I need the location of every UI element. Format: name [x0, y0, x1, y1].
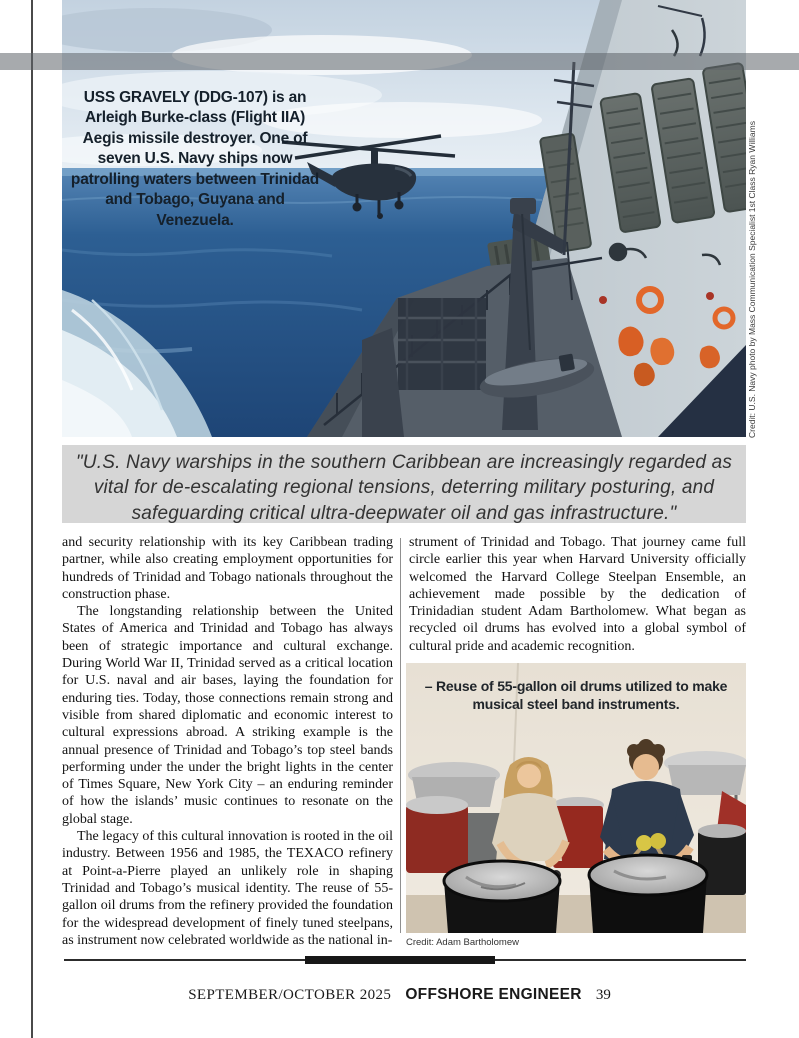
- steelpan-photo: [406, 663, 746, 933]
- paragraph: The legacy of this cultural innovation is rooted in the oil industry. Between 1956 and 1985, the TEXACO refinery at Point-a-Pierre played an unlikely role in shaping Trinidad and Tobago’s musical identity. The reuse of 55-gallon oil drums from the refinery provided the foundation for the widespread development of finely tuned steelpans, as instrument now celebrated worldwide as the national in-: [62, 829, 393, 948]
- design-gray-band: [0, 53, 799, 70]
- paragraph: and security relationship with its key Caribbean trading partner, while also creating employment opportunities for hundreds of Trinidad and Tobago nationals throughout the construction phase.: [62, 535, 393, 602]
- hero-photo-credit: Credit: U.S. Navy photo by Mass Communication Specialist 1st Class Ryan Williams: [747, 121, 757, 438]
- paragraph: strument of Trinidad and Tobago. That journey came full circle earlier this year when Harvard University officially welcomed the Harvard College Steelpan Ensemble, an achievement made possible by the dedication of Trinidadian student Adam Bartholomew. What began as recycled oil drums has evolved into a global symbol of cultural pride and academic recognition.: [409, 535, 746, 654]
- background-steelpans-left: [406, 762, 502, 873]
- footer-page-number: 39: [595, 987, 611, 1003]
- left-margin-rule: [31, 0, 33, 1038]
- column-divider: [400, 538, 401, 933]
- article-right-column: [409, 534, 746, 655]
- hero-photo-caption: USS GRAVELY (DDG-107) is an Arleigh Burke-class (Flight IIA) Aegis missile destroyer. One of seven U.S. Navy ships now patrolling waters between Trinidad and Tobago, Guyana and Venezuela.: [70, 89, 320, 229]
- footer-issue-date: SEPTEMBER/OCTOBER 2025: [188, 987, 392, 1003]
- footer: [0, 986, 799, 1004]
- footer-magazine-name: OFFSHORE ENGINEER: [405, 986, 582, 1003]
- pull-quote: "U.S. Navy warships in the southern Caribbean are increasingly regarded as vital for de-escalating regional tensions, deterring military posturing, and safeguarding critical ultra-deepwater oil and gas infrastructure.": [62, 445, 746, 523]
- steelpan-photo-credit: Credit: Adam Bartholomew: [406, 937, 519, 948]
- footer-accent-bar: [305, 956, 495, 964]
- steelpan-photo-caption: – Reuse of 55-gallon oil drums utilized to make musical steel band instruments.: [424, 678, 728, 713]
- paragraph: The longstanding relationship between the United States of America and Trinidad and Tobago has always been of strategic importance and cultural exchange. During World War II, Trinidad served as a critical location for U.S. naval and air bases, laying the foundation for enduring ties. Today, those connections remain strong and visible from shared diplomatic and economic interest to cultural expressions abroad. A striking example is the annual presence of Trinidad and Tobago’s top steel bands performing under the under the bright lights in the center of Times Square, New York City – an enduring reminder of how the islands’ music continues to resonate on the global stage.: [62, 604, 393, 827]
- article-left-column: [62, 534, 393, 949]
